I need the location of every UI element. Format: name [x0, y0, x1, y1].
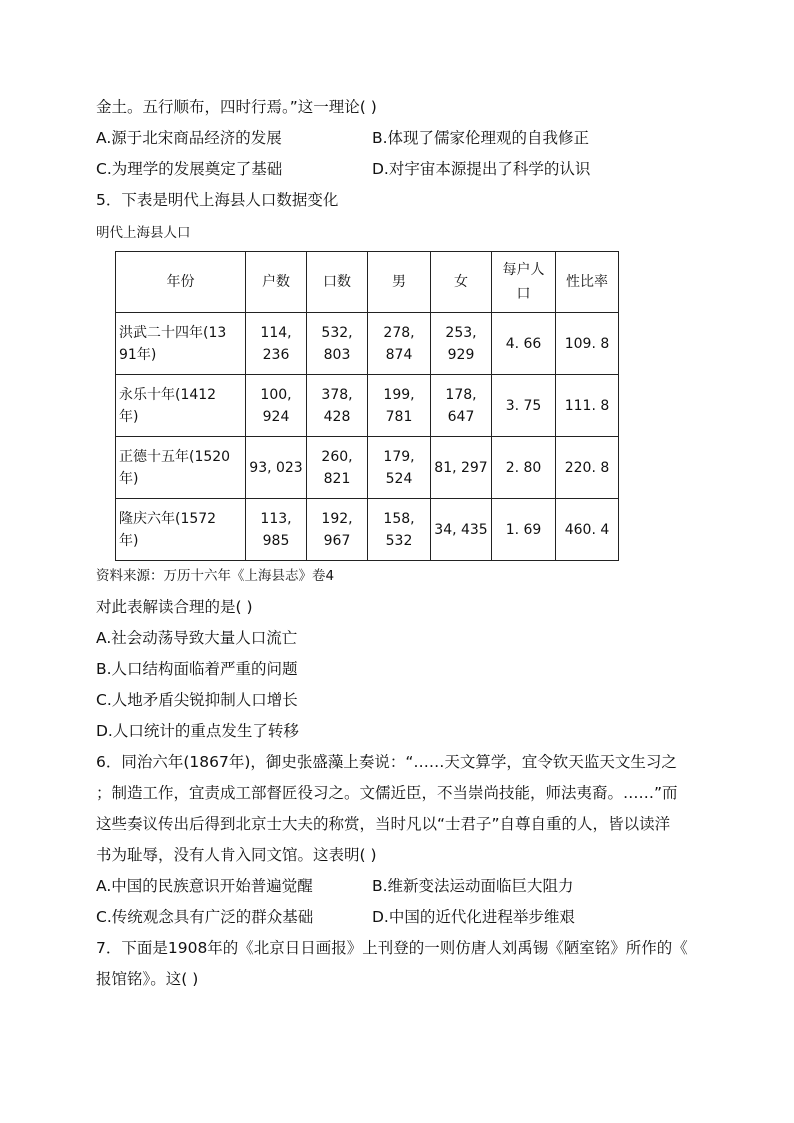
year-text: 隆庆六年(1572年): [119, 510, 217, 549]
q6-line-4: 书为耻辱，没有人肯入同文馆。这表明( ): [96, 846, 377, 864]
table-cell: 253, 929: [431, 313, 492, 375]
table-row: [116, 437, 619, 499]
table-cell: 158, 532: [368, 499, 431, 561]
q4-stem-tail: 金土。五行顺布，四时行焉。”这一理论( ): [96, 98, 377, 116]
year-cell: [116, 375, 246, 437]
header-cell: 性比率: [556, 252, 619, 313]
q4-option-a: A.源于北宋商品经济的发展: [96, 129, 282, 147]
q6-option-a: A.中国的民族意识开始普遍觉醒: [96, 877, 313, 895]
table-cell: 34, 435: [431, 499, 492, 561]
q6-option-c: C.传统观念具有广泛的群众基础: [96, 908, 314, 926]
year-cell: [116, 499, 246, 561]
year-cell: [116, 313, 246, 375]
table-cell: 100, 924: [246, 375, 307, 437]
table-header-row: [116, 252, 619, 313]
header-cell: 女: [431, 252, 492, 313]
year-text: 正德十五年(1520年): [119, 448, 231, 487]
table-cell: 81, 297: [431, 437, 492, 499]
table-cell: 93, 023: [246, 437, 307, 499]
table-source: 资料来源：万历十六年《上海县志》卷4: [96, 568, 335, 584]
table-row: [116, 375, 619, 437]
q5-question: 对此表解读合理的是( ): [96, 598, 253, 616]
header-cell: 户数: [246, 252, 307, 313]
table-cell: 260, 821: [307, 437, 368, 499]
q6-line-3: 这些奏议传出后得到北京士大夫的称赏，当时凡以“士君子”自尊自重的人，皆以读洋: [96, 815, 671, 833]
population-table: [115, 251, 619, 561]
q6-option-d: D.中国的近代化进程举步维艰: [372, 908, 575, 926]
header-cell: 年份: [116, 252, 246, 313]
q6-line-1: 6．同治六年(1867年)，御史张盛藻上奏说：“……天文算学，宜令钦天监天文生习之: [96, 753, 677, 771]
year-text: 永乐十年(1412年): [119, 386, 217, 425]
table-cell: 2. 80: [492, 437, 556, 499]
table-cell: 113, 985: [246, 499, 307, 561]
table-title: 明代上海县人口: [96, 225, 191, 241]
q5-option-b: B.人口结构面临着严重的问题: [96, 660, 298, 678]
table-cell: 1. 69: [492, 499, 556, 561]
q5-stem: 5．下表是明代上海县人口数据变化: [96, 191, 339, 209]
table-cell: 278, 874: [368, 313, 431, 375]
q4-option-c: C.为理学的发展奠定了基础: [96, 160, 283, 178]
table-cell: 111. 8: [556, 375, 619, 437]
q6-option-b: B.维新变法运动面临巨大阻力: [372, 877, 574, 895]
header-cell: 男: [368, 252, 431, 313]
table-cell: 4. 66: [492, 313, 556, 375]
table-cell: 378, 428: [307, 375, 368, 437]
q7-line-1: 7．下面是1908年的《北京日日画报》上刊登的一则仿唐人刘禹锡《陋室铭》所作的《: [96, 939, 688, 957]
table-cell: 199, 781: [368, 375, 431, 437]
table-cell: 3. 75: [492, 375, 556, 437]
header-cell: 口数: [307, 252, 368, 313]
table-row: [116, 499, 619, 561]
q5-option-d: D.人口统计的重点发生了转移: [96, 722, 299, 740]
table-cell: 114, 236: [246, 313, 307, 375]
table-cell: 178, 647: [431, 375, 492, 437]
year-cell: [116, 437, 246, 499]
q7-line-2: 报馆铭》。这( ): [96, 970, 199, 988]
q5-option-c: C.人地矛盾尖锐抑制人口增长: [96, 691, 298, 709]
table-cell: 460. 4: [556, 499, 619, 561]
table-cell: 220. 8: [556, 437, 619, 499]
table-cell: 179, 524: [368, 437, 431, 499]
table-cell: 192, 967: [307, 499, 368, 561]
table-cell: 532, 803: [307, 313, 368, 375]
header-cell: [492, 252, 556, 313]
header-cell-text: 每户人口: [502, 262, 545, 302]
table-row: [116, 313, 619, 375]
q5-option-a: A.社会动荡导致大量人口流亡: [96, 629, 298, 647]
q4-option-b: B.体现了儒家伦理观的自我修正: [372, 129, 590, 147]
year-text: 洪武二十四年(1391年): [119, 324, 227, 363]
table-cell: 109. 8: [556, 313, 619, 375]
q4-option-d: D.对宇宙本源提出了科学的认识: [372, 160, 591, 178]
q6-line-2: ；制造工作，宜责成工部督匠役习之。文儒近臣，不当崇尚技能，师法夷裔。……”而: [96, 784, 678, 802]
